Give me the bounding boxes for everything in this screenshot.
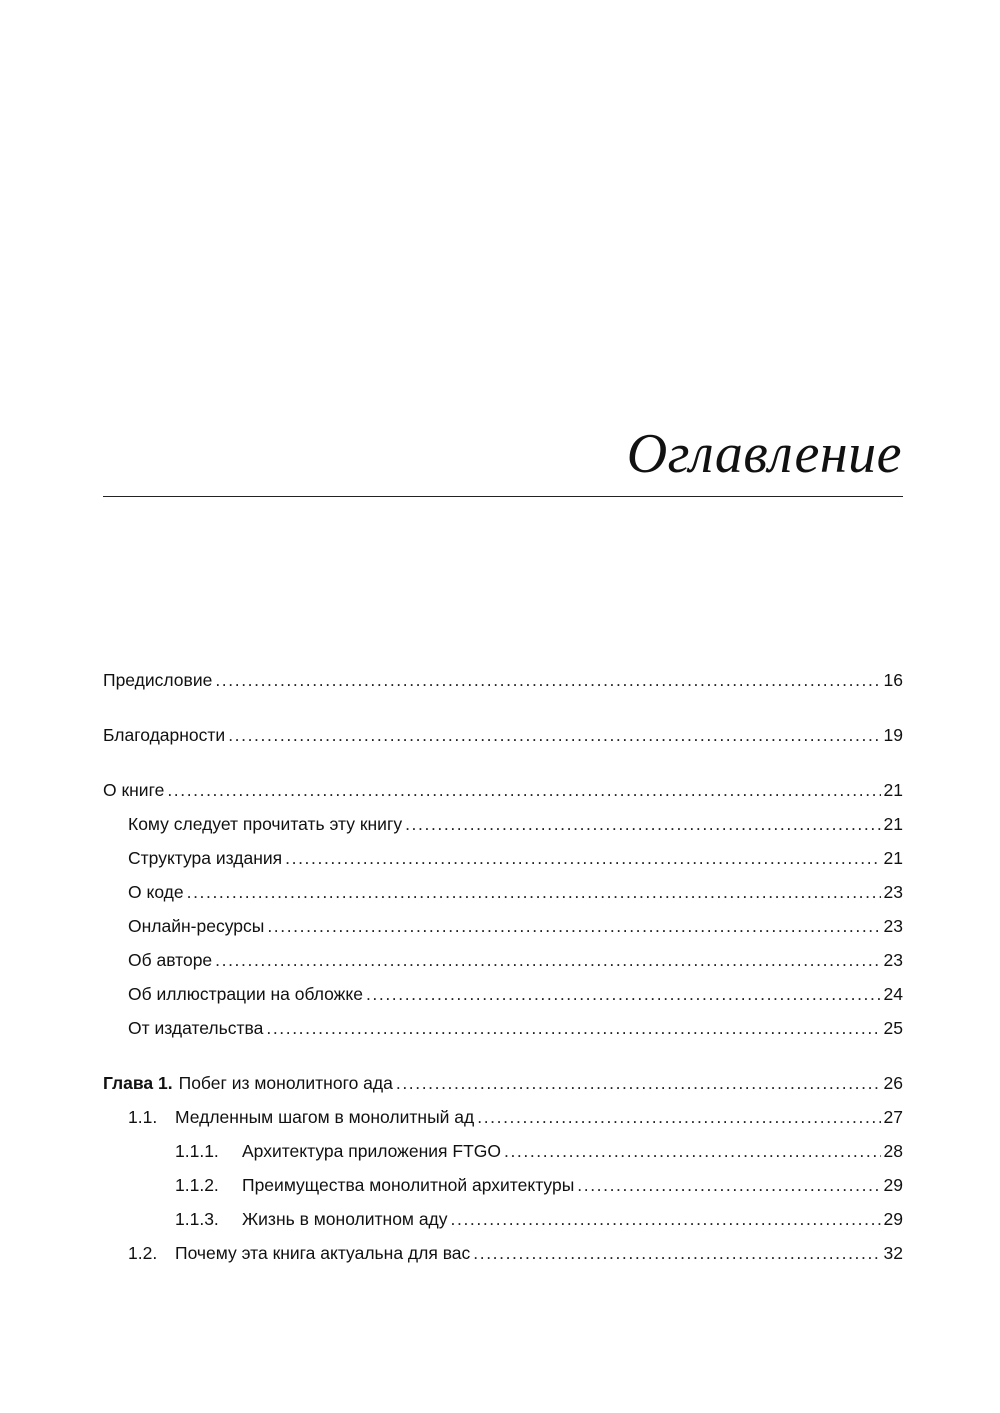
toc-entry-page: 28 <box>883 1141 903 1161</box>
toc-entry-label: Медленным шагом в монолитный ад <box>175 1107 475 1127</box>
toc-entry-acknowledgements[interactable] <box>103 723 903 747</box>
dot-leader <box>366 982 881 1006</box>
toc-entry-page: 16 <box>883 670 903 690</box>
toc-entry-section-1-1-3[interactable] <box>103 1207 903 1231</box>
section-number: 1.1.3. <box>175 1209 219 1229</box>
chapter-number: Глава 1. <box>103 1073 173 1093</box>
dot-leader <box>285 846 880 870</box>
dot-leader <box>451 1207 881 1231</box>
toc-entry-label: Онлайн-ресурсы <box>128 916 265 936</box>
title-divider <box>103 496 903 497</box>
toc-entry-section-1-1-2[interactable] <box>103 1173 903 1197</box>
toc-entry-about-book[interactable] <box>103 778 903 802</box>
toc-entry-label: Кому следует прочитать эту книгу <box>128 814 403 834</box>
toc-entry-cover-illustration[interactable] <box>103 982 903 1006</box>
section-number: 1.1.2. <box>175 1175 219 1195</box>
page-title: Оглавление <box>626 423 902 485</box>
toc-entry-label: Структура издания <box>128 848 283 868</box>
toc-entry-label: О коде <box>128 882 184 902</box>
toc-entry-page: 29 <box>883 1175 903 1195</box>
toc-entry-section-1-2[interactable] <box>103 1241 903 1265</box>
dot-leader <box>405 812 880 836</box>
toc-entry-page: 25 <box>883 1018 903 1038</box>
toc-entry-audience[interactable] <box>103 812 903 836</box>
toc-entry-page: 21 <box>883 814 903 834</box>
toc-entry-page: 21 <box>883 848 903 868</box>
dot-leader <box>577 1173 880 1197</box>
toc-entry-page: 23 <box>883 950 903 970</box>
toc-entry-page: 23 <box>883 916 903 936</box>
dot-leader <box>215 948 880 972</box>
dot-leader <box>477 1105 880 1129</box>
dot-leader <box>215 668 880 692</box>
toc-entry-page: 23 <box>883 882 903 902</box>
toc-entry-label: Почему эта книга актуальна для вас <box>175 1243 471 1263</box>
dot-leader <box>167 778 880 802</box>
toc-entry-chapter-1[interactable] <box>103 1071 903 1095</box>
toc-entry-label: Предисловие <box>103 670 213 690</box>
toc-entry-label: Благодарности <box>103 725 226 745</box>
dot-leader <box>228 723 880 747</box>
toc-entry-from-publisher[interactable] <box>103 1016 903 1040</box>
toc-entry-page: 29 <box>883 1209 903 1229</box>
section-number: 1.2. <box>128 1243 158 1263</box>
dot-leader <box>396 1071 881 1095</box>
toc-entry-structure[interactable] <box>103 846 903 870</box>
toc-entry-preface[interactable] <box>103 668 903 692</box>
toc-entry-label: Архитектура приложения FTGO <box>242 1141 501 1161</box>
toc-entry-online-resources[interactable] <box>103 914 903 938</box>
toc-entry-section-1-1-1[interactable] <box>103 1139 903 1163</box>
toc-entry-label: Об авторе <box>128 950 213 970</box>
toc-entry-page: 26 <box>883 1073 903 1093</box>
toc-entry-label: Побег из монолитного ада <box>178 1073 393 1093</box>
dot-leader <box>473 1241 880 1265</box>
toc-entry-page: 19 <box>883 725 903 745</box>
toc-entry-label: Об иллюстрации на обложке <box>128 984 363 1004</box>
toc-entry-label: О книге <box>103 780 165 800</box>
dot-leader <box>267 914 880 938</box>
section-number: 1.1. <box>128 1107 158 1127</box>
toc-entry-page: 27 <box>883 1107 903 1127</box>
toc-entry-page: 32 <box>883 1243 903 1263</box>
toc-entry-section-1-1[interactable] <box>103 1105 903 1129</box>
toc-entry-page: 21 <box>883 780 903 800</box>
toc-entry-label: Жизнь в монолитном аду <box>242 1209 448 1229</box>
dot-leader <box>187 880 881 904</box>
section-number: 1.1.1. <box>175 1141 219 1161</box>
toc-entry-about-author[interactable] <box>103 948 903 972</box>
toc-entry-label: От издательства <box>128 1018 264 1038</box>
toc-entry-page: 24 <box>883 984 903 1004</box>
toc-entry-about-code[interactable] <box>103 880 903 904</box>
dot-leader <box>266 1016 880 1040</box>
dot-leader <box>504 1139 881 1163</box>
toc-entry-label: Преимущества монолитной архитектуры <box>242 1175 575 1195</box>
